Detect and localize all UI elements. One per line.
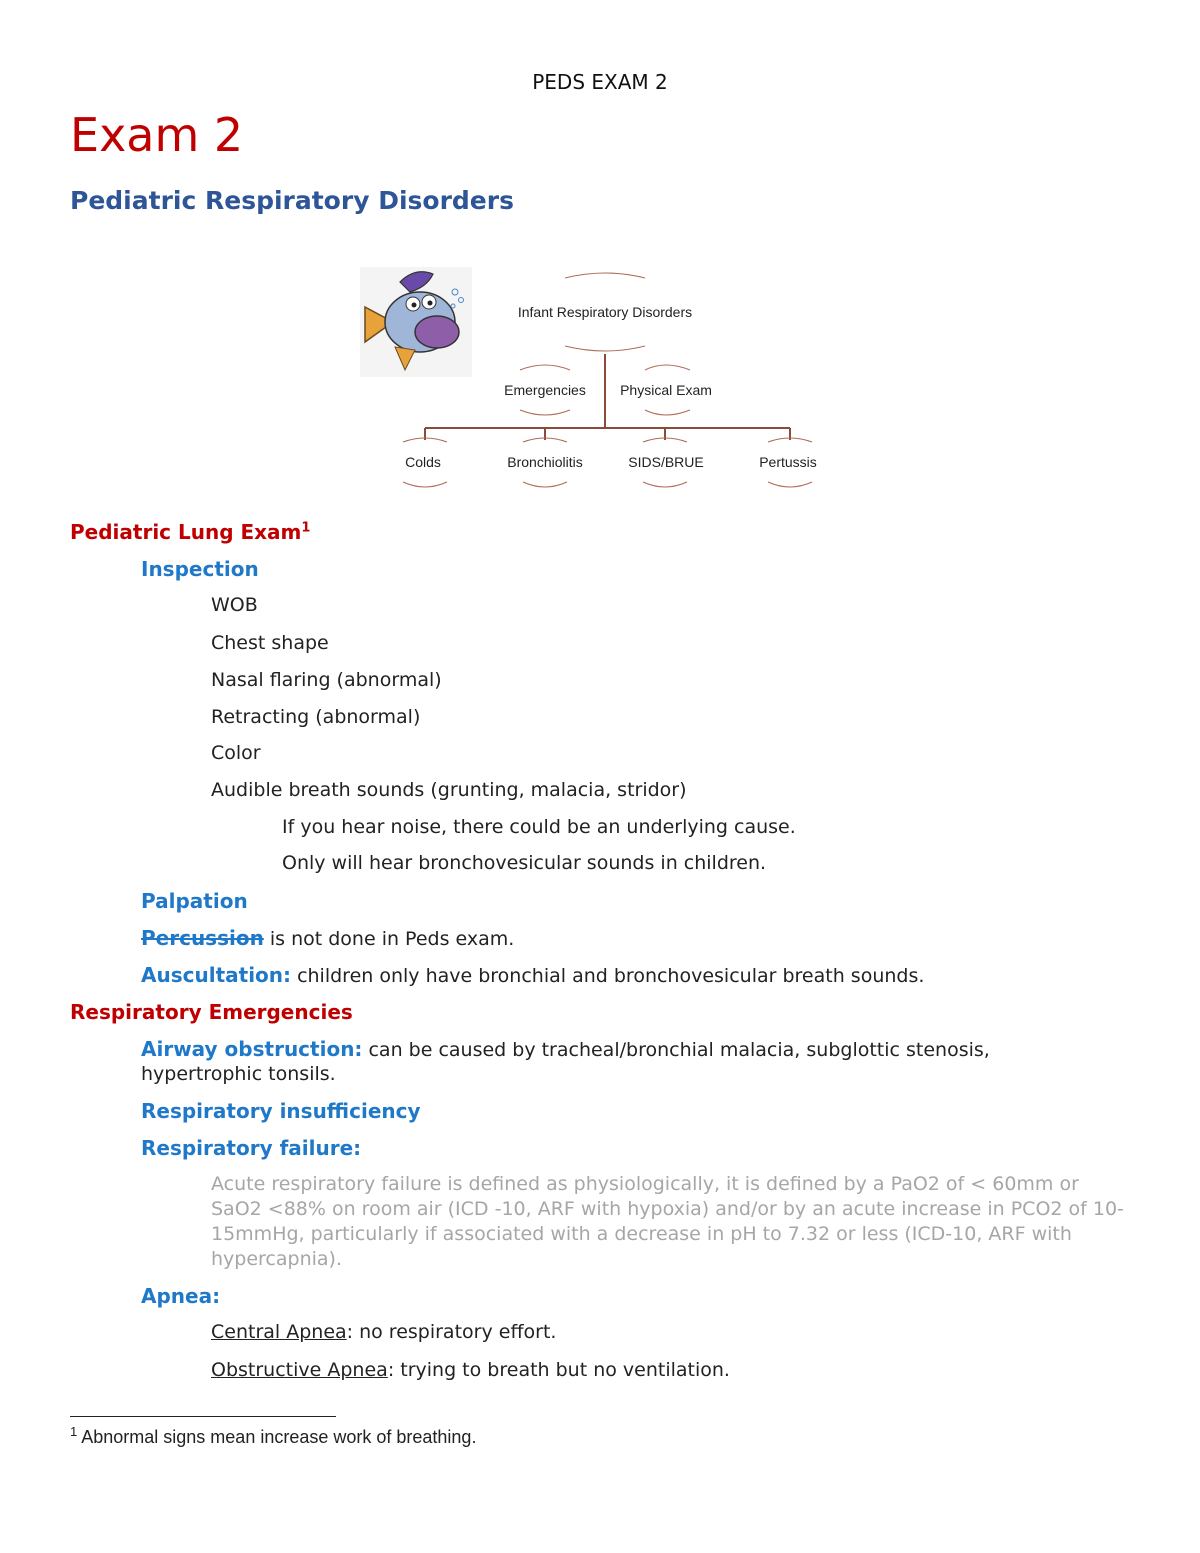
emergencies-heading: Respiratory Emergencies (70, 1000, 353, 1024)
running-header: PEDS EXAM 2 (532, 70, 668, 94)
central-apnea-term: Central Apnea (211, 1321, 347, 1343)
diagram-root-node: Infant Respiratory Disorders (517, 304, 693, 320)
auscultation-line: Auscultation: children only have bronchial and bronchovesicular breath sounds. (141, 963, 925, 987)
airway-obstruction-line: Airway obstruction: can be caused by tracheal/bronchial malacia, subglottic stenosis, (141, 1037, 990, 1061)
list-item: Nasal flaring (abnormal) (211, 669, 442, 691)
central-apnea-line: Central Apnea: no respiratory effort. (211, 1321, 557, 1343)
diagram-node-emergencies: Emergencies (504, 382, 586, 398)
diagram-node-bronchiolitis: Bronchiolitis (507, 454, 583, 470)
airway-obstruction-cont: hypertrophic tonsils. (141, 1063, 336, 1085)
footnote-separator (70, 1416, 336, 1417)
diagram-node-colds: Colds (405, 454, 441, 470)
lung-exam-heading: Pediatric Lung Exam$^1$ (70, 520, 311, 544)
list-subitem: If you hear noise, there could be an underlying cause. (282, 816, 796, 838)
percussion-line: Percussion is not done in Peds exam. (141, 926, 515, 950)
section-title: Pediatric Respiratory Disorders (70, 186, 514, 215)
apnea-heading: Apnea: (141, 1284, 221, 1308)
auscultation-label: Auscultation: (141, 963, 292, 987)
footnote-ref: 1 (301, 520, 311, 536)
obstructive-apnea-term: Obstructive Apnea (211, 1359, 388, 1381)
list-subitem: Only will hear bronchovesicular sounds in children. (282, 852, 767, 874)
list-item: WOB (211, 594, 258, 616)
diagram-node-physical-exam: Physical Exam (620, 382, 712, 398)
percussion-label: Percussion (141, 926, 264, 950)
diagram-node-sids-brue: SIDS/BRUE (628, 454, 704, 470)
org-chart-svg (355, 262, 835, 497)
obstructive-apnea-line: Obstructive Apnea: trying to breath but no ventilation. (211, 1359, 730, 1381)
inspection-heading: Inspection (141, 557, 259, 581)
failure-definition: Acute respiratory failure is defined as physiologically, it is defined by a PaO2 of < 60mm or SaO2 <88% on room air (ICD -10, ARF with hypoxia) and/or by an acute increase in PCO2 of 10-15mmHg, particularly if associated with a decrease in pH to 7.32 or less (ICD-10, ARF with hypercapnia). (211, 1173, 1124, 1270)
failure-heading: Respiratory failure: (141, 1136, 362, 1160)
fish-illustration (360, 267, 472, 377)
page-title: Exam 2 (70, 108, 244, 162)
list-item: Color (211, 742, 261, 764)
airway-obstruction-label: Airway obstruction: (141, 1037, 363, 1061)
list-item: Retracting (abnormal) (211, 706, 421, 728)
diagram-node-pertussis: Pertussis (759, 454, 817, 470)
insufficiency-heading: Respiratory insufficiency (141, 1099, 421, 1123)
list-item: Chest shape (211, 632, 329, 654)
footnote: $^1$ Abnormal signs mean increase work of breathing. (70, 1424, 477, 1447)
connector-lines (425, 354, 790, 440)
palpation-heading: Palpation (141, 889, 248, 913)
org-chart-diagram (355, 262, 835, 497)
list-item: Audible breath sounds (grunting, malacia, stridor) (211, 779, 687, 801)
